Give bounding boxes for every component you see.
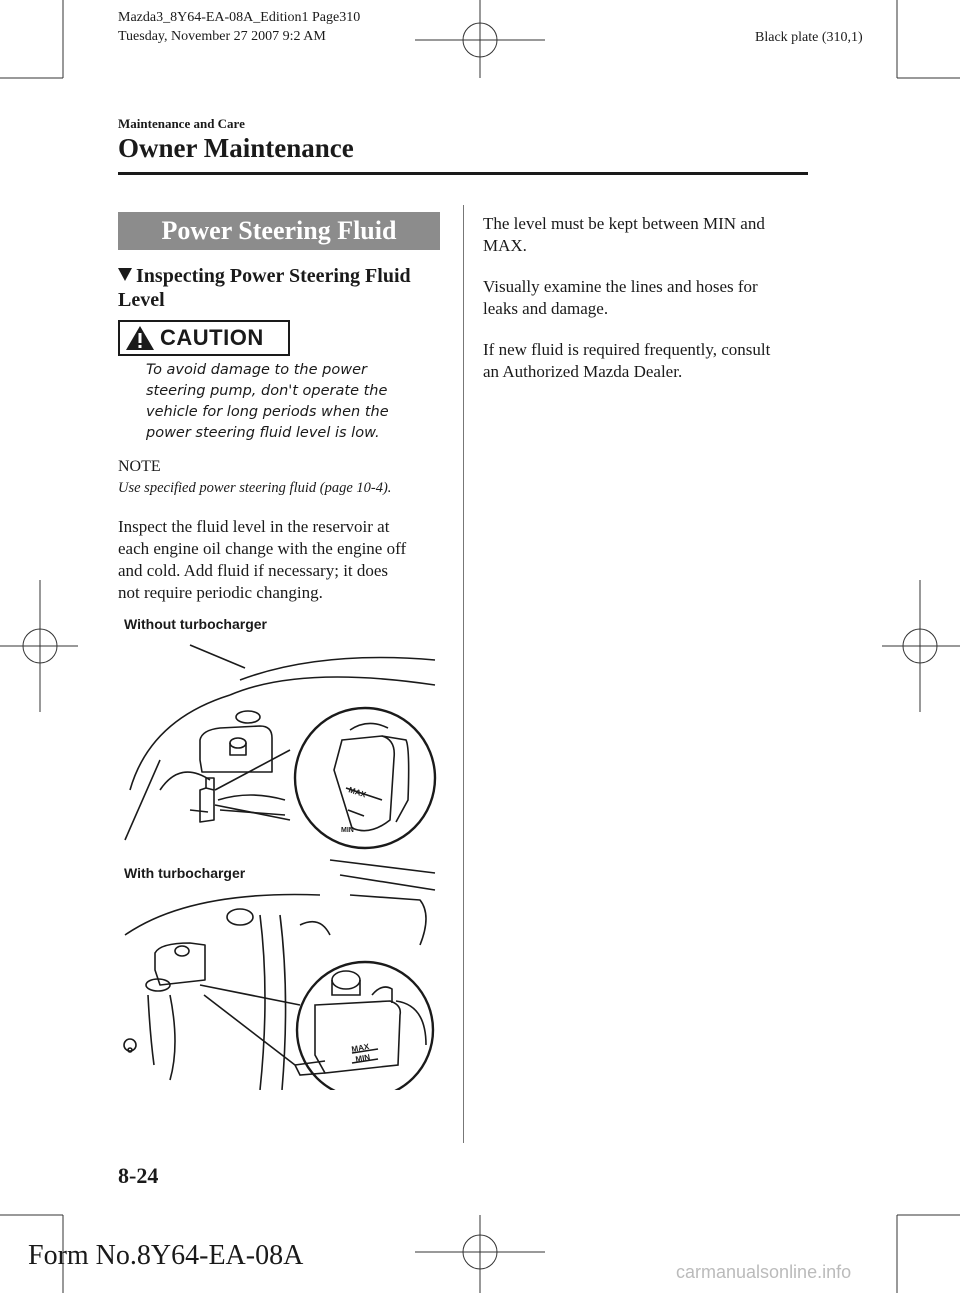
caution-line: vehicle for long periods when the bbox=[146, 404, 389, 420]
max-level-label: MAX bbox=[347, 785, 368, 800]
caution-box bbox=[118, 320, 290, 356]
caution-line: power steering fluid level is low. bbox=[146, 425, 380, 441]
min-level-label: MIN bbox=[341, 827, 354, 834]
body-paragraph-right-2 bbox=[483, 276, 813, 320]
body-line: each engine oil change with the engine off bbox=[118, 539, 407, 558]
body-paragraph-right-1 bbox=[483, 213, 813, 257]
min-level-label: MIN bbox=[354, 1052, 371, 1064]
caution-line: steering pump, don't operate the bbox=[146, 383, 388, 399]
note-heading: NOTE bbox=[118, 458, 161, 475]
print-info-line-2: Tuesday, November 27 2007 9:2 AM bbox=[118, 29, 326, 44]
figure-caption-with-turbo: With turbocharger bbox=[124, 865, 246, 881]
topic-banner: Power Steering Fluid bbox=[118, 212, 440, 250]
caution-text bbox=[146, 360, 446, 444]
note-text: Use specified power steering fluid (page 10-4). bbox=[118, 480, 392, 496]
plate-label: Black plate (310,1) bbox=[755, 30, 863, 45]
body-line: Inspect the fluid level in the reservoir at bbox=[118, 517, 390, 536]
page-title: Owner Maintenance bbox=[118, 133, 354, 163]
warning-triangle-icon bbox=[124, 324, 156, 352]
body-line: The level must be kept between MIN and bbox=[483, 214, 765, 233]
figure-caption-without-turbo: Without turbocharger bbox=[124, 616, 267, 632]
watermark: carmanualsonline.info bbox=[676, 1262, 852, 1282]
body-line: not require periodic changing. bbox=[118, 583, 323, 602]
body-line: If new fluid is required frequently, consult bbox=[483, 340, 771, 359]
body-paragraph-right-3 bbox=[483, 339, 813, 383]
caution-label: CAUTION bbox=[160, 325, 264, 350]
engine-bay-illustration-with-turbo bbox=[120, 855, 440, 1090]
page-number: 8-24 bbox=[118, 1163, 159, 1188]
subheading bbox=[118, 264, 448, 312]
body-line: leaks and damage. bbox=[483, 299, 609, 318]
title-rule bbox=[118, 172, 808, 175]
section-label: Maintenance and Care bbox=[118, 116, 245, 131]
body-line: and cold. Add fluid if necessary; it does bbox=[118, 561, 389, 580]
body-paragraph-left bbox=[118, 516, 460, 604]
column-divider bbox=[463, 205, 464, 1143]
print-info-line-1: Mazda3_8Y64-EA-08A_Edition1 Page310 bbox=[118, 10, 361, 25]
form-number: Form No.8Y64-EA-08A bbox=[28, 1240, 304, 1271]
body-line: MAX. bbox=[483, 236, 527, 255]
engine-bay-illustration-without-turbo bbox=[120, 640, 440, 860]
caution-line: To avoid damage to the power bbox=[146, 362, 367, 378]
triangle-bullet-icon bbox=[118, 268, 132, 281]
body-line: an Authorized Mazda Dealer. bbox=[483, 362, 683, 381]
subheading-text: Inspecting Power Steering Fluid Level bbox=[118, 265, 411, 311]
body-line: Visually examine the lines and hoses for bbox=[483, 277, 758, 296]
max-level-label: MAX bbox=[350, 1042, 370, 1054]
print-info bbox=[118, 8, 360, 46]
